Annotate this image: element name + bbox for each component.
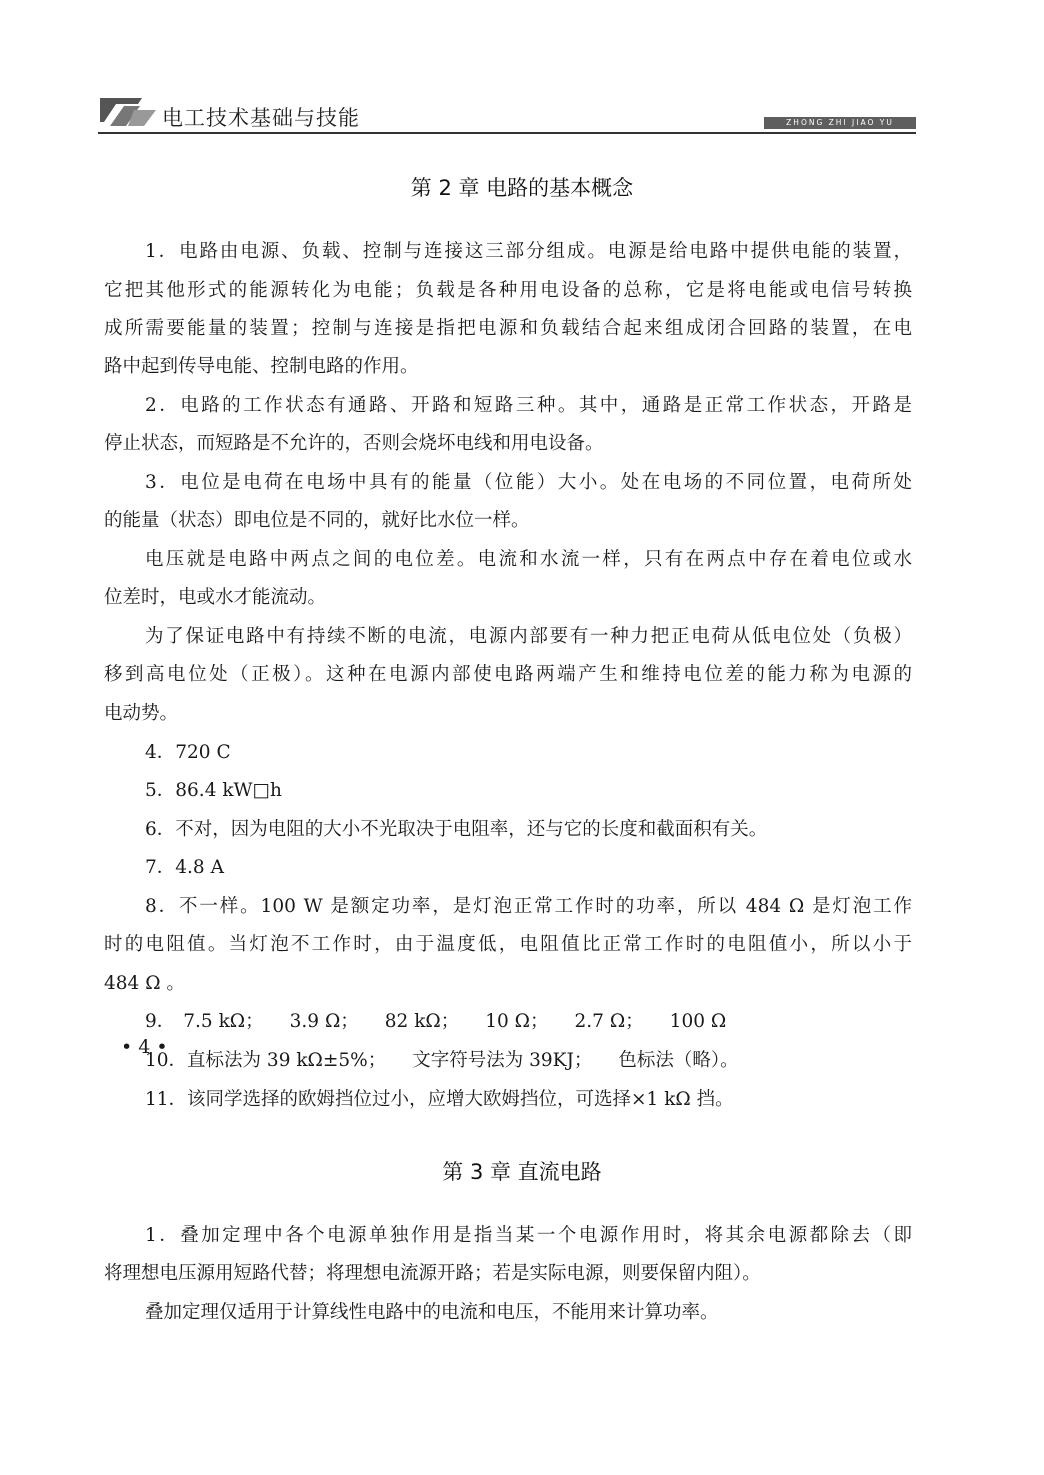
paragraph-line: 移到高电位处（正极）。这种在电源内部使电路两端产生和维持电位差的能力称为电源的	[104, 664, 912, 685]
chapter-2-title: 第 2 章 电路的基本概念	[410, 176, 634, 200]
resistance-value: 82 kΩ；	[384, 1011, 460, 1032]
answer-item-10	[145, 1049, 739, 1073]
answer-item-9	[145, 1010, 726, 1034]
publisher-logo-icon	[98, 96, 158, 132]
resistance-value: 3.9 Ω；	[289, 1011, 359, 1032]
resistance-value: 10 Ω；	[485, 1011, 549, 1032]
paragraph-line: 2．电路的工作状态有通路、开路和短路三种。其中，通路是正常工作状态，开路是	[145, 395, 912, 416]
paragraph-line: 成所需要能量的装置；控制与连接是指把电源和负载结合起来组成闭合回路的装置，在电	[104, 318, 912, 339]
paragraph-line: 路中起到传导电能、控制电路的作用。	[104, 356, 419, 377]
paragraph-line: 将理想电压源用短路代替；将理想电流源开路；若是实际电源，则要保留内阻）。	[104, 1263, 761, 1284]
answer-item: 4．720 C	[145, 742, 231, 763]
header-rule	[98, 132, 916, 134]
paragraph-line: 电压就是电路中两点之间的电位差。电流和水流一样，只有在两点中存在着电位或水	[145, 549, 912, 570]
series-tag: ZHONG ZHI JIAO YU	[764, 117, 916, 129]
answer-part: 10．直标法为 39 kΩ±5%；	[145, 1050, 387, 1071]
resistance-value: 2.7 Ω；	[574, 1011, 644, 1032]
paragraph-line: 484 Ω 。	[104, 973, 185, 994]
paragraph-line: 位差时，电或水才能流动。	[104, 587, 327, 608]
book-title: 电工技术基础与技能	[162, 106, 360, 130]
paragraph-line: 电动势。	[104, 703, 179, 724]
resistance-value: 7.5 kΩ；	[183, 1011, 264, 1032]
paragraph-line: 叠加定理仅适用于计算线性电路中的电流和电压，不能用来计算功率。	[145, 1302, 719, 1323]
answer-part: 文字符号法为 39KJ；	[412, 1050, 593, 1071]
chapter-3-title: 第 3 章 直流电路	[442, 1160, 602, 1184]
paragraph-line: 为了保证电路中有持续不断的电流，电源内部要有一种力把正电荷从低电位处（负极）	[145, 626, 912, 647]
paragraph-line: 8．不一样。100 W 是额定功率，是灯泡正常工作时的功率，所以 484 Ω 是灯泡工作	[145, 896, 912, 917]
paragraph-line: 1．电路由电源、负载、控制与连接这三部分组成。电源是给电路中提供电能的装置，	[145, 241, 912, 262]
paragraph-line: 停止状态，而短路是不允许的，否则会烧坏电线和用电设备。	[104, 433, 604, 454]
answer-item-11: 11．该同学选择的欧姆挡位过小，应增大欧姆挡位，可选择×1 kΩ 挡。	[145, 1089, 734, 1110]
item-label: 9．	[145, 1011, 176, 1032]
answer-part: 色标法（略）。	[618, 1050, 739, 1071]
paragraph-line: 它把其他形式的能源转化为电能；负载是各种用电设备的总称，它是将电能或电信号转换	[104, 280, 912, 301]
running-header	[98, 96, 916, 136]
paragraph-line: 3．电位是电荷在电场中具有的能量（位能）大小。处在电场的不同位置，电荷所处	[145, 472, 912, 493]
paragraph-line: 时的电阻值。当灯泡不工作时，由于温度低，电阻值比正常工作时的电阻值小，所以小于	[104, 934, 912, 955]
paragraph-line: 的能量（状态）即电位是不同的，就好比水位一样。	[104, 510, 530, 531]
answer-item: 5．86.4 kW□h	[145, 780, 282, 801]
page-number: • 4 •	[121, 1036, 168, 1058]
paragraph-line: 1．叠加定理中各个电源单独作用是指当某一个电源作用时，将其余电源都除去（即	[145, 1225, 912, 1246]
answer-item: 7．4.8 A	[145, 857, 224, 878]
answer-item: 6．不对，因为电阻的大小不光取决于电阻率，还与它的长度和截面积有关。	[145, 819, 768, 840]
resistance-value: 100 Ω	[669, 1011, 727, 1032]
